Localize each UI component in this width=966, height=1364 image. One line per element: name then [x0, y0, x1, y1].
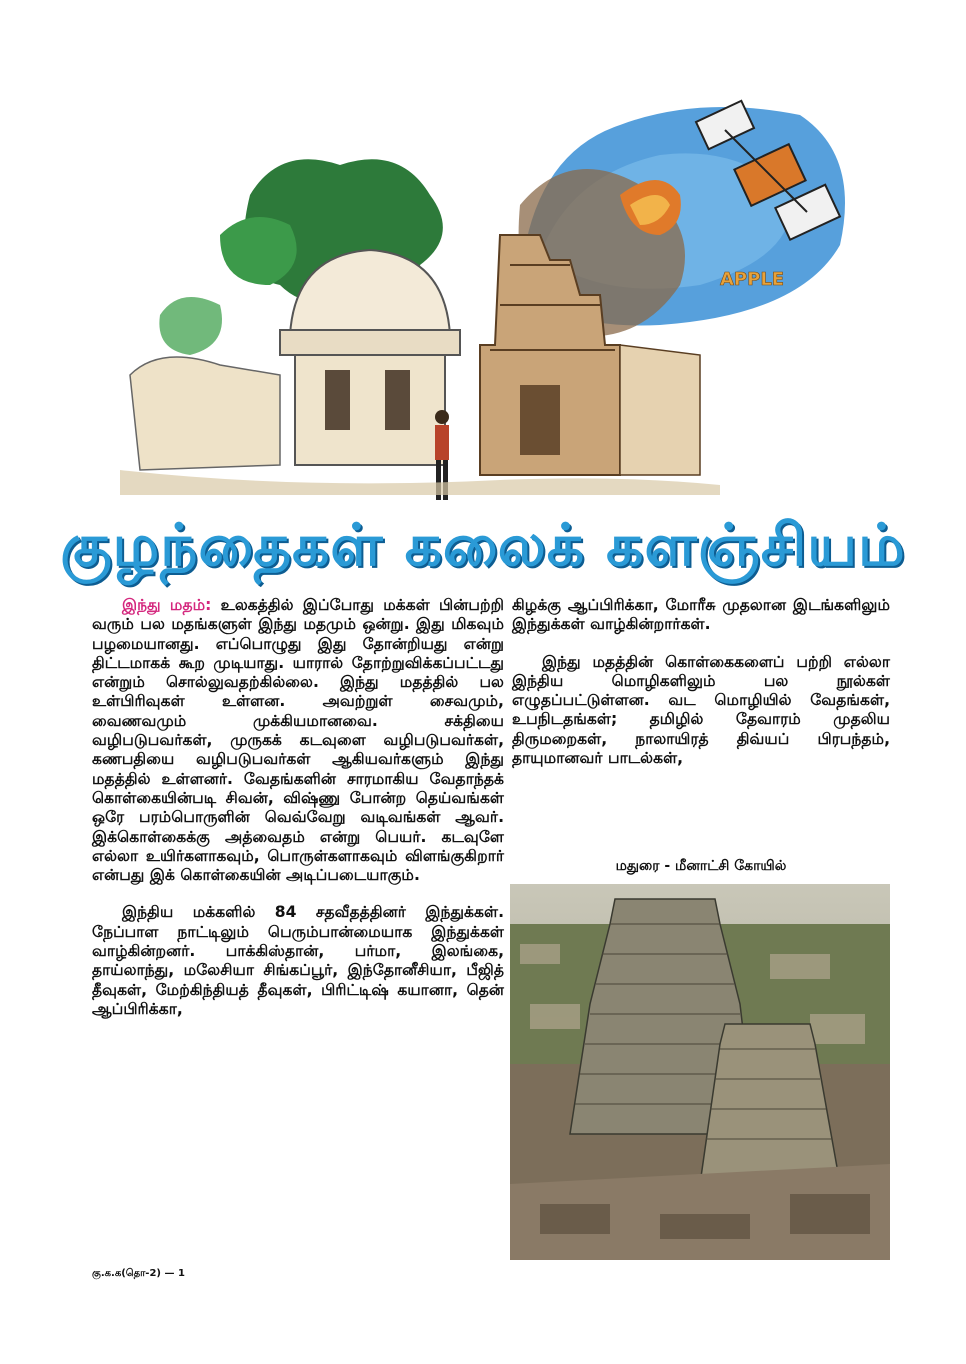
article-column-right [512, 596, 890, 786]
hero-illustration [100, 85, 860, 510]
temple-photo [510, 884, 890, 1260]
article-paragraph: இந்து மதத்தின் கொள்கைகளைப் பற்றி எல்லா இந்திய மொழிகளிலும் பல நூல்கள் எழுதப்பட்டுள்ளன. வட மொழியில் வேதங்கள், உபநிடதங்கள்; தமிழில் தேவாரம் முதலிய திருமறைகள், நாலாயிரத் திவ்யப் பிரபந்தம், தாயுமானவர் பாடல்கள், [512, 652, 890, 768]
photo-caption: மதுரை - மீனாட்சி கோயில் [615, 858, 787, 874]
apple-label: APPLE [720, 269, 785, 290]
page-title: குழந்தைகள் கலைக் களஞ்சியம் [60, 511, 906, 579]
article-paragraph [92, 596, 504, 885]
page-footer: கு.க.க(தொ-2) — 1 [92, 1268, 185, 1279]
paragraph-text: உலகத்தில் இப்போது மக்கள் பின்பற்றி வரும் பல மதங்களுள் இந்து மதமும் ஒன்று. இது மிகவும் பழமையானது. எப்பொழுது இது தோன்றியது என்று திட்டமாகக் கூற முடியாது. யாரால் தோற்றுவிக்கப்பட்டது என்றும் சொல்லுவதற்கில்லை. இந்து மதத்தில் பல உள்பிரிவுகள் உள்ளன. அவற்றுள் சைவமும், வைணவமும் முக்கியமானவை. சக்தியை வழிபடுபவர்கள், முருகக் கடவுளை வழிபடுபவர்கள், கணபதியை வழிபடுபவர்கள் ஆகியவர்களும் இந்து மதத்தில் உள்ளனர். வேதங்களின் சாரமாகிய வேதாந்தக் கொள்கையின்படி சிவன், விஷ்ணு போன்ற தெய்வங்கள் ஒரே பரம்பொருளின் வெவ்வேறு வடிவங்கள் ஆவர். இக்கொள்கைக்கு அத்வைதம் என்று பெயர். கடவுளே எல்லா உயிர்களாகவும், பொருள்களாகவும் விளங்குகிறார் என்பது இக் கொள்கையின் அடிப்படையாகும். [92, 596, 504, 885]
article-paragraph: கிழக்கு ஆப்பிரிக்கா, மோரீசு முதலான இடங்களிலும் இந்துக்கள் வாழ்கின்றார்கள். [512, 596, 890, 634]
section-heading: இந்து மதம்: [122, 596, 212, 614]
article-column-left [92, 596, 504, 1037]
article-paragraph: இந்திய மக்களில் 84 சதவீதத்தினர் இந்துக்கள். நேப்பாள நாட்டிலும் பெரும்பான்மையாக இந்துக்கள் வாழ்கின்றனர். பாக்கிஸ்தான், பர்மா, இலங்கை, தாய்லாந்து, மலேசியா சிங்கப்பூர், இந்தோனீசியா, பீஜித் தீவுகள், மேற்கிந்தியத் தீவுகள், பிரிட்டிஷ் கயானா, தென் ஆப்பிரிக்கா, [92, 903, 504, 1018]
